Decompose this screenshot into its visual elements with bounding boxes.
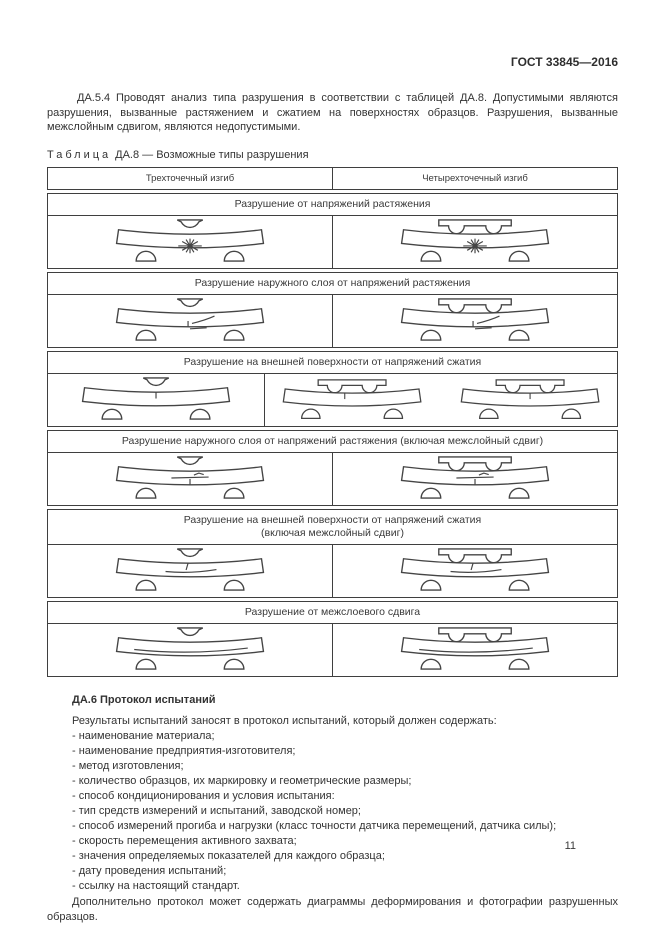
protocol-item: - тип средств измерений и испытаний, заводской номер; — [72, 804, 361, 817]
protocol-item: - количество образцов, их маркировку и геометрические размеры; — [72, 774, 412, 787]
diagram-three-point-tension-failure — [97, 218, 283, 265]
table-section-outer-layer-tension — [47, 272, 618, 348]
diagram-three-point-compression-shear — [97, 547, 283, 594]
diagram-four-point-tension-failure — [382, 218, 568, 265]
diagram-three-point-outer-layer-tension — [97, 297, 283, 344]
table-header-row — [47, 167, 618, 190]
table-section-tension-failure — [47, 193, 618, 269]
protocol-heading: ДА.6 Протокол испытаний — [72, 693, 216, 706]
section-caption: Разрушение наружного слоя от напряжений растяжения (включая межслойный сдвиг) — [48, 431, 617, 453]
protocol-section — [47, 693, 618, 925]
protocol-item: - способ кондиционирования и условия испытания: — [72, 789, 335, 802]
diagram-three-point-tension-shear — [97, 455, 283, 502]
diagram-row — [48, 545, 617, 597]
diagram-four-point-compression-center — [443, 378, 617, 422]
diagram-four-point-outer-layer-tension — [382, 297, 568, 344]
col-header-four-point: Четырехточечный изгиб — [422, 172, 528, 184]
page-number: 11 — [564, 840, 576, 852]
table-section-interlaminar-shear — [47, 601, 618, 677]
protocol-item: - наименование материала; — [72, 729, 215, 742]
table-label-rest: ДА.8 — Возможные типы разрушения — [115, 148, 309, 161]
diagram-row — [48, 295, 617, 347]
table-section-tension-with-shear — [47, 430, 618, 506]
table-label-word: Таблица — [47, 148, 112, 161]
failure-types-table — [47, 167, 618, 677]
intro-paragraph: ДА.5.4 Проводят анализ типа разрушения в соответствии с таблицей ДА.8. Допустимыми являются разрушения, вызванные растяжением и сжатием на поверхностях образцов. Разрушения, вызванные межслойным сдвигом, являются недопустимыми. — [47, 92, 618, 133]
diagram-four-point-shear — [382, 626, 568, 673]
diagram-three-point-compression — [63, 376, 249, 423]
diagram-row — [48, 453, 617, 505]
protocol-intro: Результаты испытаний заносят в протокол испытаний, который должен содержать: — [72, 714, 497, 727]
diagram-row — [48, 624, 617, 676]
protocol-item: - скорость перемещения активного захвата; — [72, 834, 297, 847]
table-section-compression-failure — [47, 351, 618, 427]
section-caption: Разрушение на внешней поверхности от напряжений сжатия (включая межслойный сдвиг) — [48, 510, 617, 545]
diagram-row — [48, 216, 617, 268]
col-header-three-point: Трехточечный изгиб — [48, 168, 333, 189]
section-caption: Разрушение на внешней поверхности от напряжений сжатия — [48, 352, 617, 374]
standard-number: ГОСТ 33845—2016 — [510, 55, 618, 69]
protocol-item: - дату проведения испытаний; — [72, 864, 227, 877]
diagram-four-point-tension-shear — [382, 455, 568, 502]
protocol-item: - способ измерений прогиба и нагрузки (класс точности датчика перемещений, датчика силы); — [72, 819, 557, 832]
diagram-four-point-compression-shear — [382, 547, 568, 594]
section-caption: Разрушение наружного слоя от напряжений растяжения — [48, 273, 617, 295]
protocol-item: - метод изготовления; — [72, 759, 184, 772]
section-caption: Разрушение от напряжений растяжения — [48, 194, 617, 216]
section-caption: Разрушение от межслоевого сдвига — [48, 602, 617, 624]
protocol-item: - значения определяемых показателей для каждого образца; — [72, 849, 385, 862]
table-label — [47, 149, 618, 161]
protocol-closing: Дополнительно протокол может содержать диаграммы деформирования и фотографии разрушенных образцов. — [47, 895, 618, 923]
diagram-row — [48, 374, 617, 426]
table-section-compression-with-shear — [47, 509, 618, 598]
protocol-item: - наименование предприятия-изготовителя; — [72, 744, 296, 757]
protocol-item: - ссылку на настоящий стандарт. — [72, 879, 240, 892]
diagram-four-point-compression-at-nose — [265, 378, 439, 422]
diagram-three-point-shear — [97, 626, 283, 673]
